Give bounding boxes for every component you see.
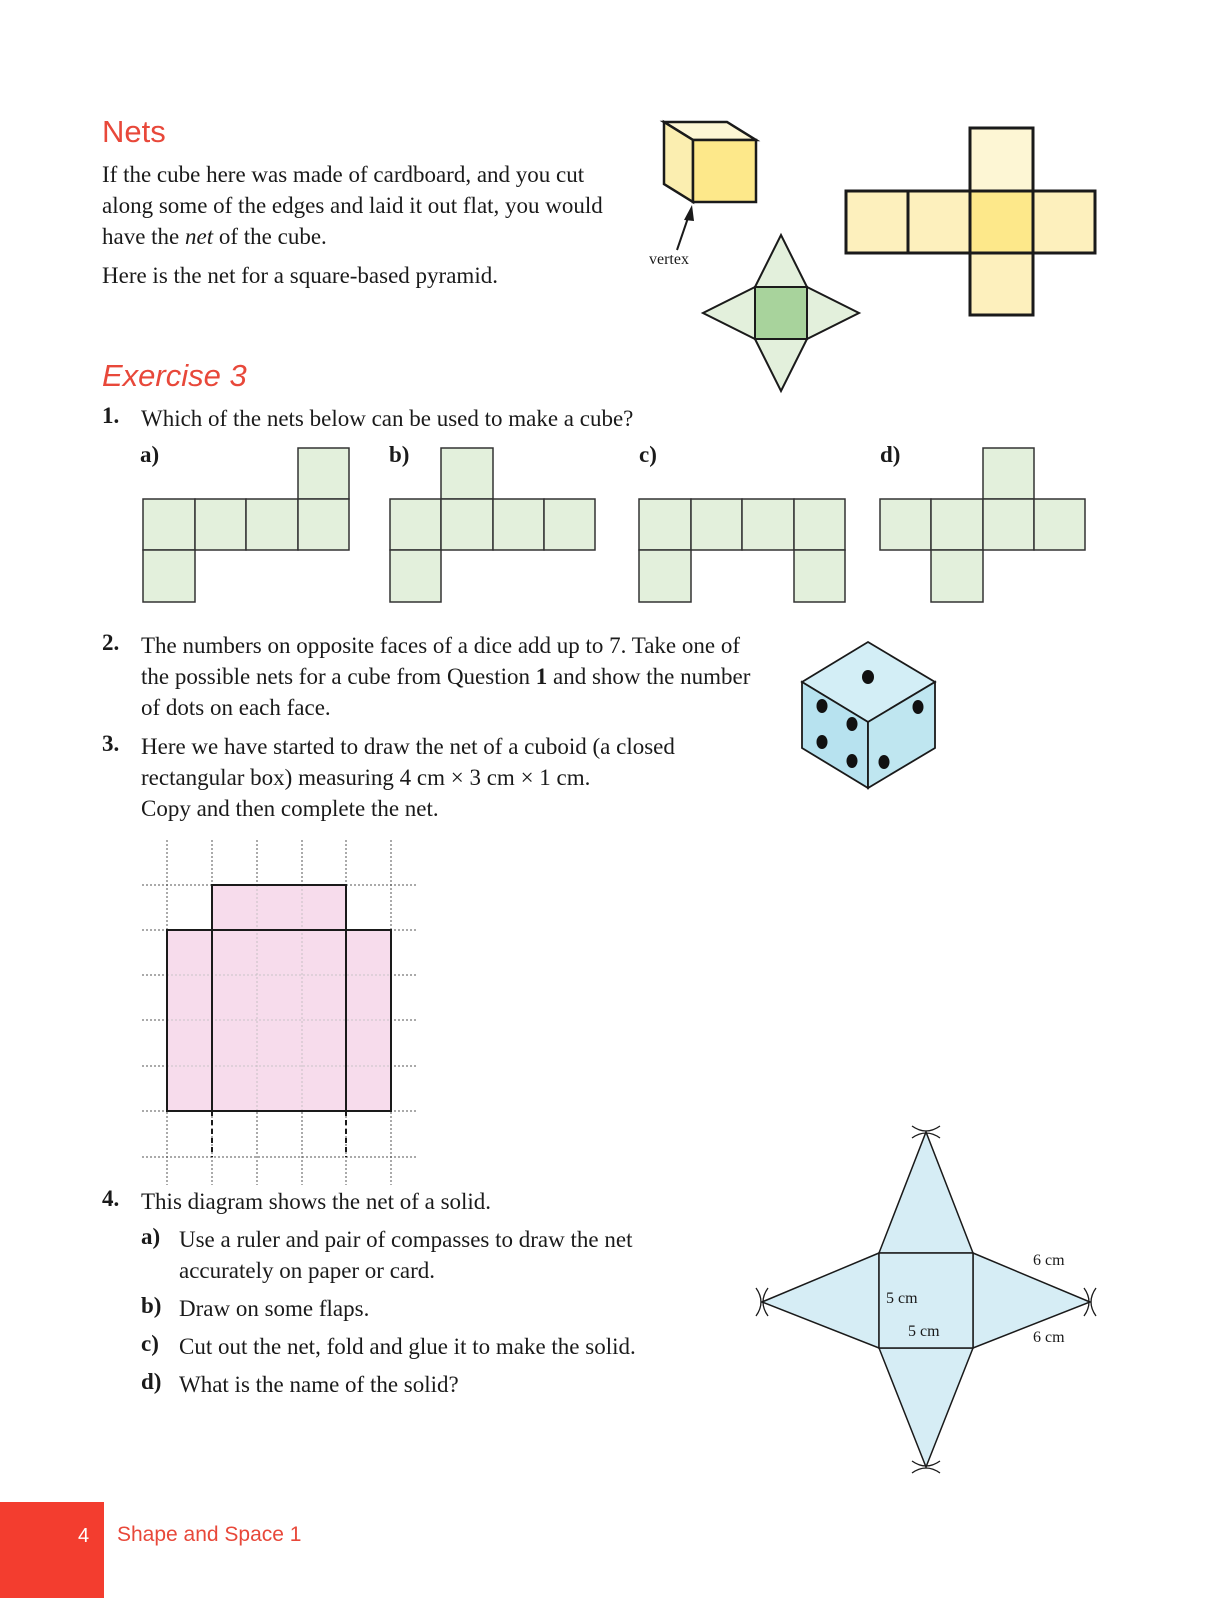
- pyramid-face-top: [879, 1132, 973, 1253]
- pyramid-face-bottom: [879, 1348, 973, 1467]
- footer-red-block: [0, 1502, 104, 1598]
- q4a-text: Use a ruler and pair of compasses to draw the net accurately on paper or card.: [179, 1227, 633, 1283]
- exercise-title: Exercise 3: [102, 358, 247, 393]
- net-term: net: [185, 224, 214, 249]
- dim-square-side: 5 cm: [886, 1290, 918, 1307]
- pyramid-net-intro: Here is the net for a square-based pyramid.: [102, 263, 498, 288]
- dim-square-base: 5 cm: [908, 1323, 940, 1340]
- q1-text: Which of the nets below can be used to make a cube?: [141, 406, 634, 431]
- vertex-label: vertex: [649, 251, 689, 268]
- q2-text-a: The numbers on opposite faces of a dice add up to 7. Take one of the possible nets for a cube from Question: [141, 633, 740, 689]
- chapter-title: Shape and Space 1: [117, 1523, 302, 1546]
- q4d-label: d): [141, 1369, 162, 1394]
- q2-number: 2.: [102, 630, 120, 655]
- dim-slant-bottom: 6 cm: [1033, 1329, 1065, 1346]
- q4a-label: a): [141, 1224, 161, 1249]
- page-number: 4: [78, 1525, 90, 1547]
- q4d-text: What is the name of the solid?: [179, 1372, 459, 1397]
- q4-text: This diagram shows the net of a solid.: [141, 1189, 492, 1214]
- q3-number: 3.: [102, 731, 120, 756]
- nets-intro-text-b: of the cube.: [213, 224, 327, 249]
- q3-line-1: Here we have started to draw the net of a cuboid (a closed: [141, 734, 675, 759]
- pyramid-face-left: [762, 1253, 879, 1348]
- q3-line-2: rectangular box) measuring 4 cm × 3 cm × 1 cm.: [141, 765, 591, 790]
- q1-option-c-label: c): [639, 442, 657, 467]
- q1-option-d-label: d): [880, 442, 901, 467]
- q4b-text: Draw on some flaps.: [179, 1296, 370, 1321]
- q1-option-a-label: a): [140, 442, 160, 467]
- pyramid-face-right: [973, 1253, 1090, 1348]
- q4c-label: c): [141, 1331, 159, 1356]
- q4b-label: b): [141, 1293, 162, 1318]
- q1-number: 1.: [102, 403, 120, 428]
- q2-text-b: and show the number of dots on each face.: [141, 664, 751, 720]
- section-title-nets: Nets: [102, 114, 166, 149]
- q4-number: 4.: [102, 1186, 120, 1211]
- pyramid-faces: [762, 1132, 1090, 1467]
- q1-option-b-label: b): [389, 442, 410, 467]
- dim-slant-top: 6 cm: [1033, 1252, 1065, 1269]
- q2-question-ref: 1: [535, 664, 548, 689]
- q3-line-3: Copy and then complete the net.: [141, 796, 439, 821]
- q4c-text: Cut out the net, fold and glue it to make the solid.: [179, 1334, 636, 1359]
- nets-intro-text-a: If the cube here was made of cardboard, and you cut along some of the edges and laid it out flat, you would have the: [102, 162, 603, 249]
